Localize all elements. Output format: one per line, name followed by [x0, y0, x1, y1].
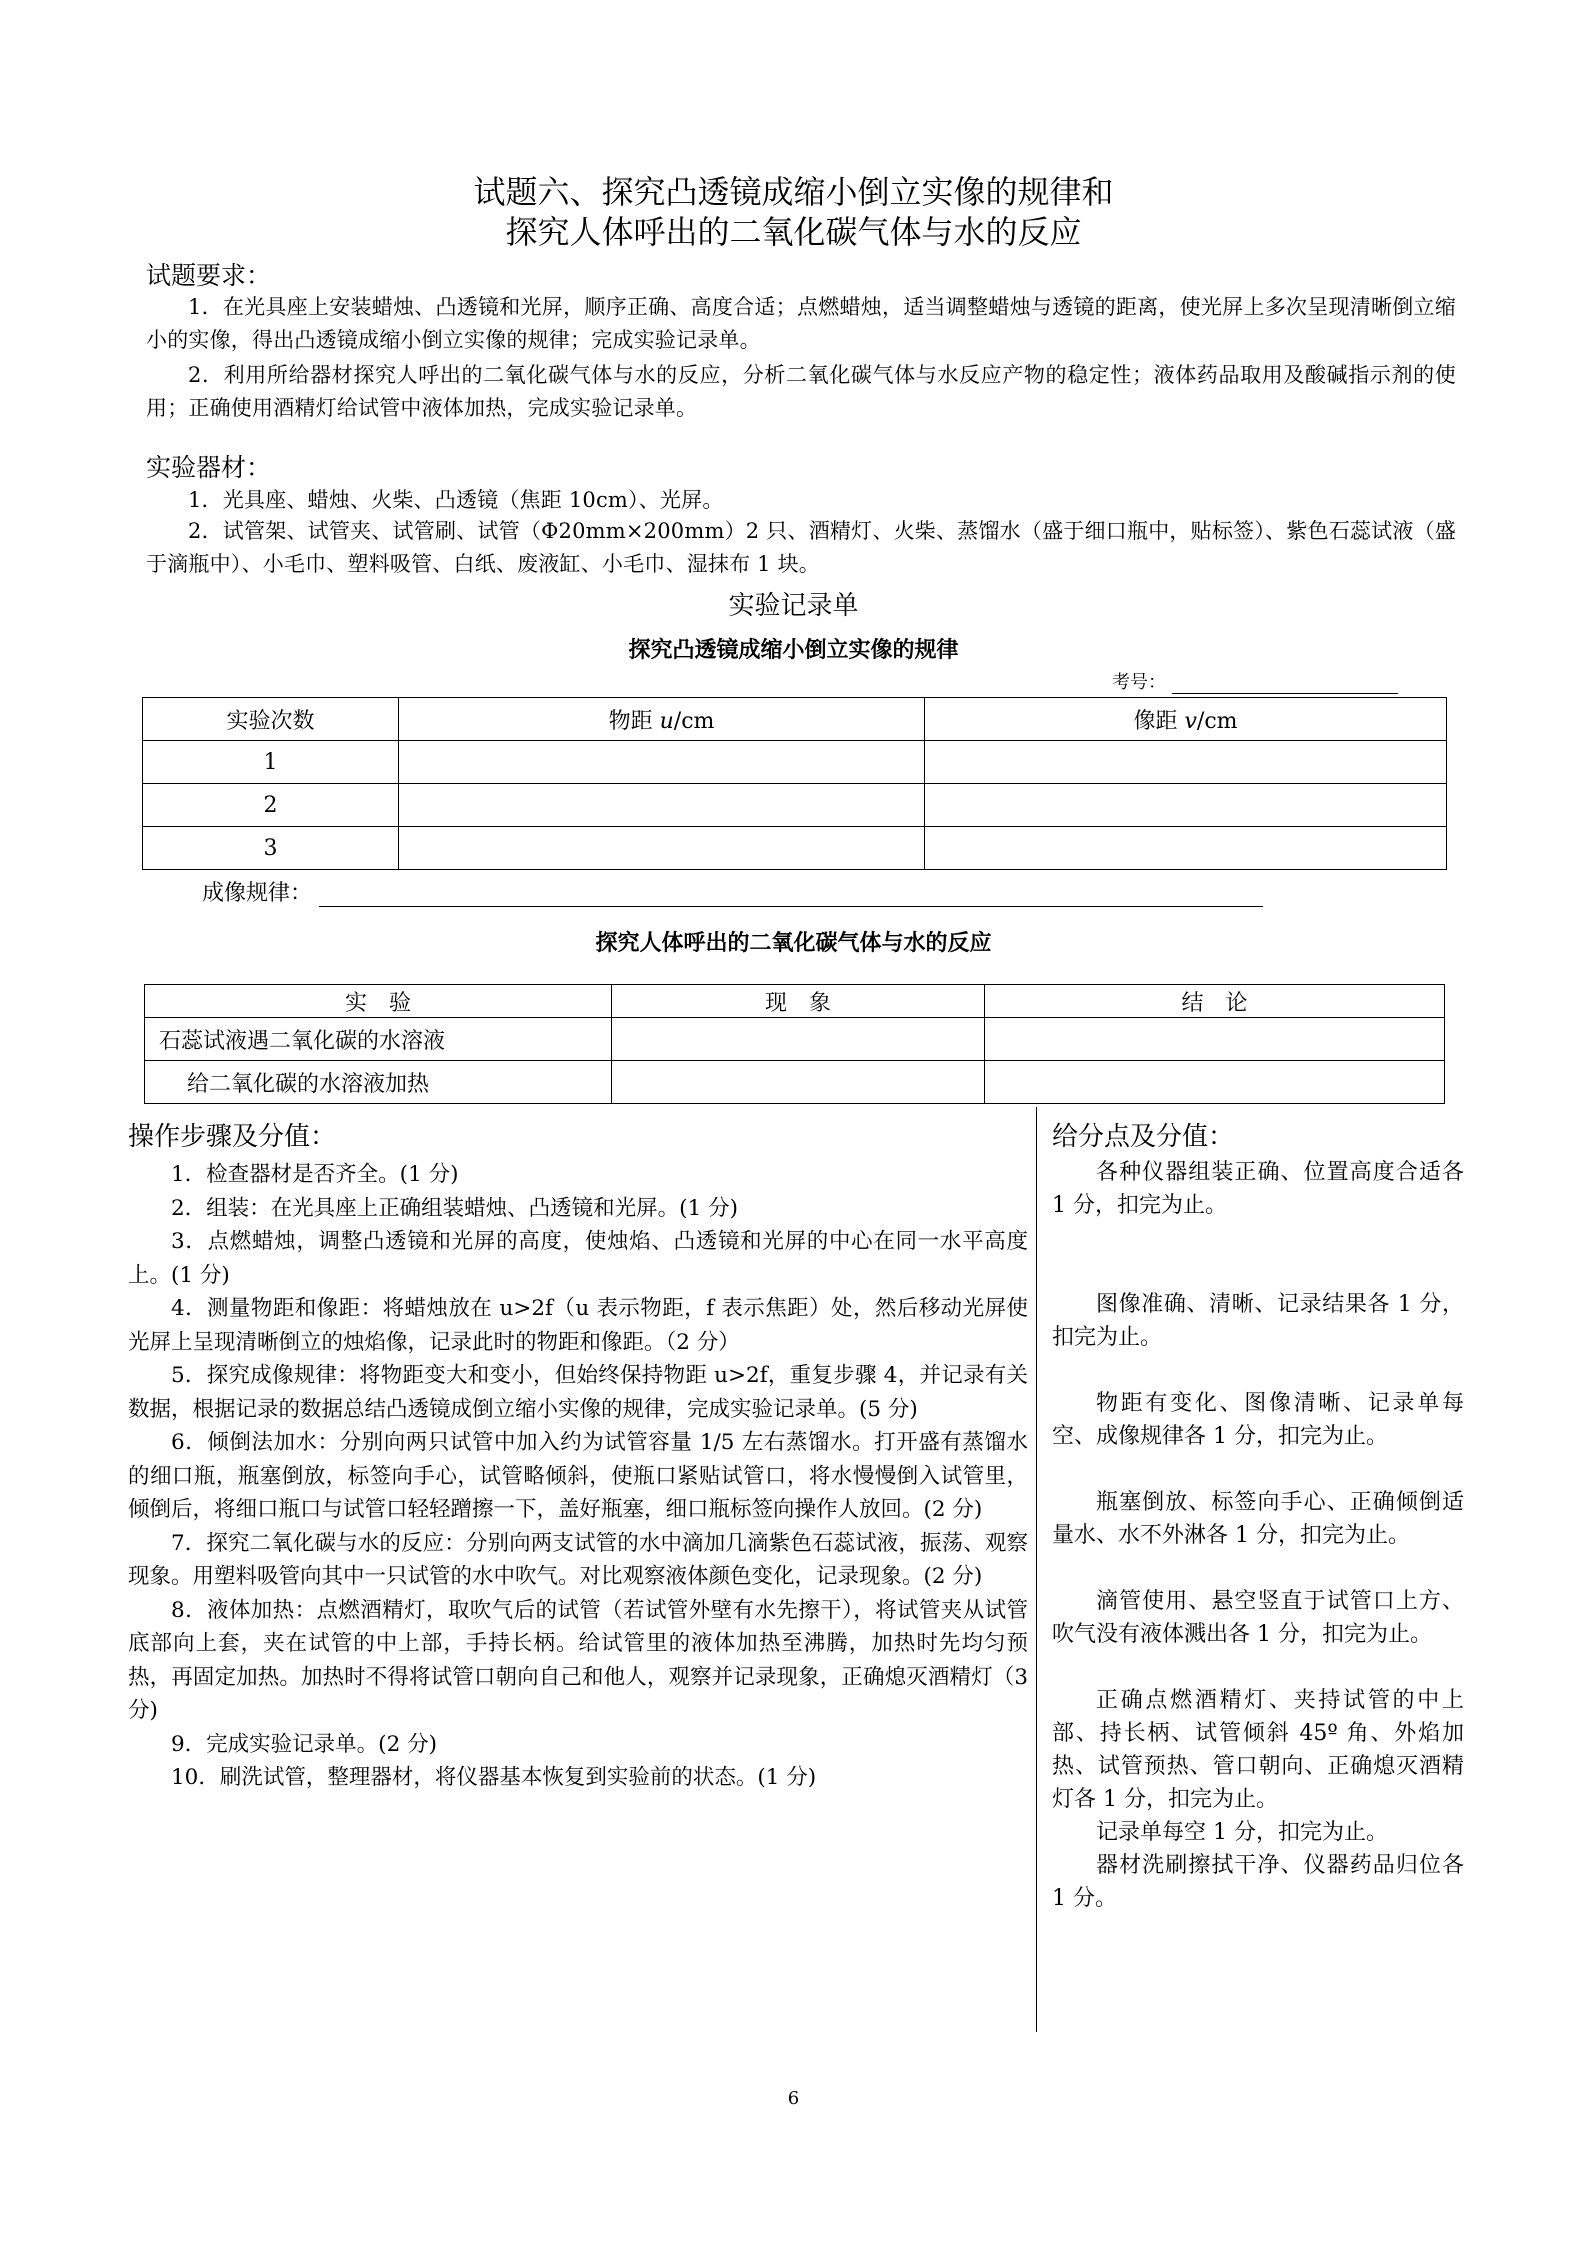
- step-item: 9．完成实验记录单。(2 分): [171, 1731, 437, 1757]
- imaging-rule-field: [202, 876, 1263, 907]
- materials-item-2: 2．试管架、试管夹、试管刷、试管（Φ20mm×200mm）2 只、酒精灯、火柴、蒸馏水（盛于细口瓶中，贴标签）、紫色石蕊试液（盛于滴瓶中）、小毛巾、塑料吸管、白纸、废液缸、小毛巾、湿抹布 1 块。: [146, 519, 1456, 576]
- scoring-item: 正确点燃酒精灯、夹持试管的中上部、持长柄、试管倾斜 45º 角、外焰加热、试管预热、管口朝向、正确熄灭酒精灯各 1 分，扣完为止。: [1052, 1688, 1464, 1812]
- phenomenon-cell[interactable]: [612, 1061, 985, 1104]
- exam-number-label: 考号：: [1112, 672, 1166, 693]
- experiment-cell: 给二氧化碳的水溶液加热: [145, 1061, 612, 1104]
- step-item: 2．组装：在光具座上正确组装蜡烛、凸透镜和光屏。(1 分): [171, 1195, 738, 1221]
- step-item: 4．测量物距和像距：将蜡烛放在 u>2f（u 表示物距，f 表示焦距）处，然后移动光屏使光屏上呈现清晰倒立的烛焰像，记录此时的物距和像距。（2 分）: [128, 1296, 1028, 1355]
- header-image-distance-symbol: v: [1184, 708, 1197, 734]
- object-distance-cell[interactable]: [399, 827, 925, 870]
- header-image-distance-unit: /cm: [1196, 708, 1238, 734]
- requirement-item-2: 2．利用所给器材探究人呼出的二氧化碳气体与水的反应，分析二氧化碳气体与水反应产物的稳定性；液体药品取用及酸碱指示剂的使用；正确使用酒精灯给试管中液体加热，完成实验记录单。: [146, 363, 1456, 420]
- table-header-row: [145, 985, 1445, 1018]
- table-row: [145, 1018, 1445, 1061]
- scoring-item: 器材洗刷擦拭干净、仪器药品归位各 1 分。: [1052, 1853, 1464, 1911]
- header-conclusion: 结 论: [985, 985, 1445, 1018]
- header-object-distance-unit: /cm: [673, 708, 715, 734]
- document-title-line-1: 试题六、探究凸透镜成缩小倒立实像的规律和: [473, 173, 1114, 211]
- phenomenon-cell[interactable]: [612, 1018, 985, 1061]
- trial-number-cell: 1: [143, 741, 399, 784]
- exam-number-input[interactable]: [1172, 673, 1398, 694]
- scoring-list: [1052, 1156, 1464, 1915]
- step-item: 8．液体加热：点燃酒精灯，取吹气后的试管（若试管外壁有水先擦干），将试管夹从试管底部向上套，夹在试管的中上部，手持长柄。给试管里的液体加热至沸腾，加热时先均匀预热，再固定加热。加热时不得将试管口朝向自己和他人，观察并记录现象，正确熄灭酒精灯（3 分): [128, 1597, 1028, 1723]
- step-item: 3．点燃蜡烛，调整凸透镜和光屏的高度，使烛焰、凸透镜和光屏的中心在同一水平高度上。(1 分): [128, 1229, 1028, 1288]
- header-object-distance: [399, 698, 925, 741]
- table-row: [143, 827, 1447, 870]
- requirements-heading: 试题要求：: [146, 261, 272, 290]
- scoring-heading: 给分点及分值：: [1052, 1122, 1235, 1152]
- table-row: [143, 784, 1447, 827]
- materials-item-1: 1．光具座、蜡烛、火柴、凸透镜（焦距 10cm）、光屏。: [188, 488, 724, 512]
- co2-record-table: [144, 984, 1445, 1104]
- experiment-cell: 石蕊试液遇二氧化碳的水溶液: [145, 1018, 612, 1061]
- image-distance-cell[interactable]: [925, 784, 1447, 827]
- header-experiment: 实 验: [145, 985, 612, 1018]
- header-image-distance-label: 像距: [1133, 708, 1185, 734]
- step-item: 6．倾倒法加水：分别向两只试管中加入约为试管容量 1/5 左右蒸馏水。打开盛有蒸馏水的细口瓶，瓶塞倒放，标签向手心，试管略倾斜，使瓶口紧贴试管口，将水慢慢倒入试管里，倾倒后，将细口瓶口与试管口轻轻蹭擦一下，盖好瓶塞，细口瓶标签向操作人放回。(2 分): [128, 1430, 1028, 1522]
- requirement-item-1: 1．在光具座上安装蜡烛、凸透镜和光屏，顺序正确、高度合适；点燃蜡烛，适当调整蜡烛与透镜的距离，使光屏上多次呈现清晰倒立缩小的实像，得出凸透镜成缩小倒立实像的规律；完成实验记录单。: [146, 295, 1456, 352]
- table-row: [143, 741, 1447, 784]
- header-object-distance-symbol: u: [659, 708, 674, 734]
- conclusion-cell[interactable]: [985, 1018, 1445, 1061]
- header-image-distance: [925, 698, 1447, 741]
- page-number: 6: [787, 2088, 800, 2109]
- lens-record-table: [142, 697, 1447, 870]
- step-item: 1．检查器材是否齐全。(1 分): [171, 1162, 459, 1187]
- header-object-distance-label: 物距: [608, 708, 660, 734]
- scoring-item: 图像准确、清晰、记录结果各 1 分，扣完为止。: [1052, 1292, 1464, 1350]
- imaging-rule-label: 成像规律：: [202, 881, 313, 906]
- steps-heading: 操作步骤及分值：: [128, 1122, 337, 1152]
- scoring-item: 瓶塞倒放、标签向手心、正确倾倒适量水、水不外淋各 1 分，扣完为止。: [1052, 1490, 1464, 1548]
- image-distance-cell[interactable]: [925, 827, 1447, 870]
- scoring-item: 记录单每空 1 分，扣完为止。: [1096, 1820, 1388, 1845]
- column-divider: [1036, 1107, 1037, 2032]
- trial-number-cell: 3: [143, 827, 399, 870]
- scoring-item: 物距有变化、图像清晰、记录单每空、成像规律各 1 分，扣完为止。: [1052, 1391, 1464, 1449]
- lens-experiment-subtitle: 探究凸透镜成缩小倒立实像的规律: [628, 638, 959, 663]
- imaging-rule-input[interactable]: [319, 882, 1263, 907]
- exam-number-field: [1112, 668, 1398, 694]
- materials-heading: 实验器材：: [146, 453, 272, 482]
- co2-experiment-subtitle: 探究人体呼出的二氧化碳气体与水的反应: [595, 931, 992, 956]
- steps-list: [128, 1158, 1028, 1795]
- object-distance-cell[interactable]: [399, 784, 925, 827]
- scoring-item: 各种仪器组装正确、位置高度合适各 1 分，扣完为止。: [1052, 1160, 1464, 1218]
- scoring-item: 滴管使用、悬空竖直于试管口上方、吹气没有液体溅出各 1 分，扣完为止。: [1052, 1589, 1464, 1647]
- step-item: 7．探究二氧化碳与水的反应：分别向两支试管的水中滴加几滴紫色石蕊试液，振荡、观察现象。用塑料吸管向其中一只试管的水中吹气。对比观察液体颜色变化，记录现象。(2 分): [128, 1530, 1028, 1589]
- conclusion-cell[interactable]: [985, 1061, 1445, 1104]
- header-phenomenon: 现 象: [612, 985, 985, 1018]
- step-item: 5．探究成像规律：将物距变大和变小，但始终保持物距 u>2f，重复步骤 4，并记录有关数据，根据记录的数据总结凸透镜成倒立缩小实像的规律，完成实验记录单。(5 分): [128, 1363, 1028, 1422]
- image-distance-cell[interactable]: [925, 741, 1447, 784]
- table-row: [145, 1061, 1445, 1104]
- object-distance-cell[interactable]: [399, 741, 925, 784]
- step-item: 10．刷洗试管，整理器材，将仪器基本恢复到实验前的状态。(1 分): [171, 1765, 817, 1790]
- document-title-line-2: 探究人体呼出的二氧化碳气体与水的反应: [505, 213, 1082, 251]
- trial-number-cell: 2: [143, 784, 399, 827]
- record-sheet-title: 实验记录单: [728, 591, 859, 621]
- header-trial-number: 实验次数: [143, 698, 399, 741]
- table-header-row: [143, 698, 1447, 741]
